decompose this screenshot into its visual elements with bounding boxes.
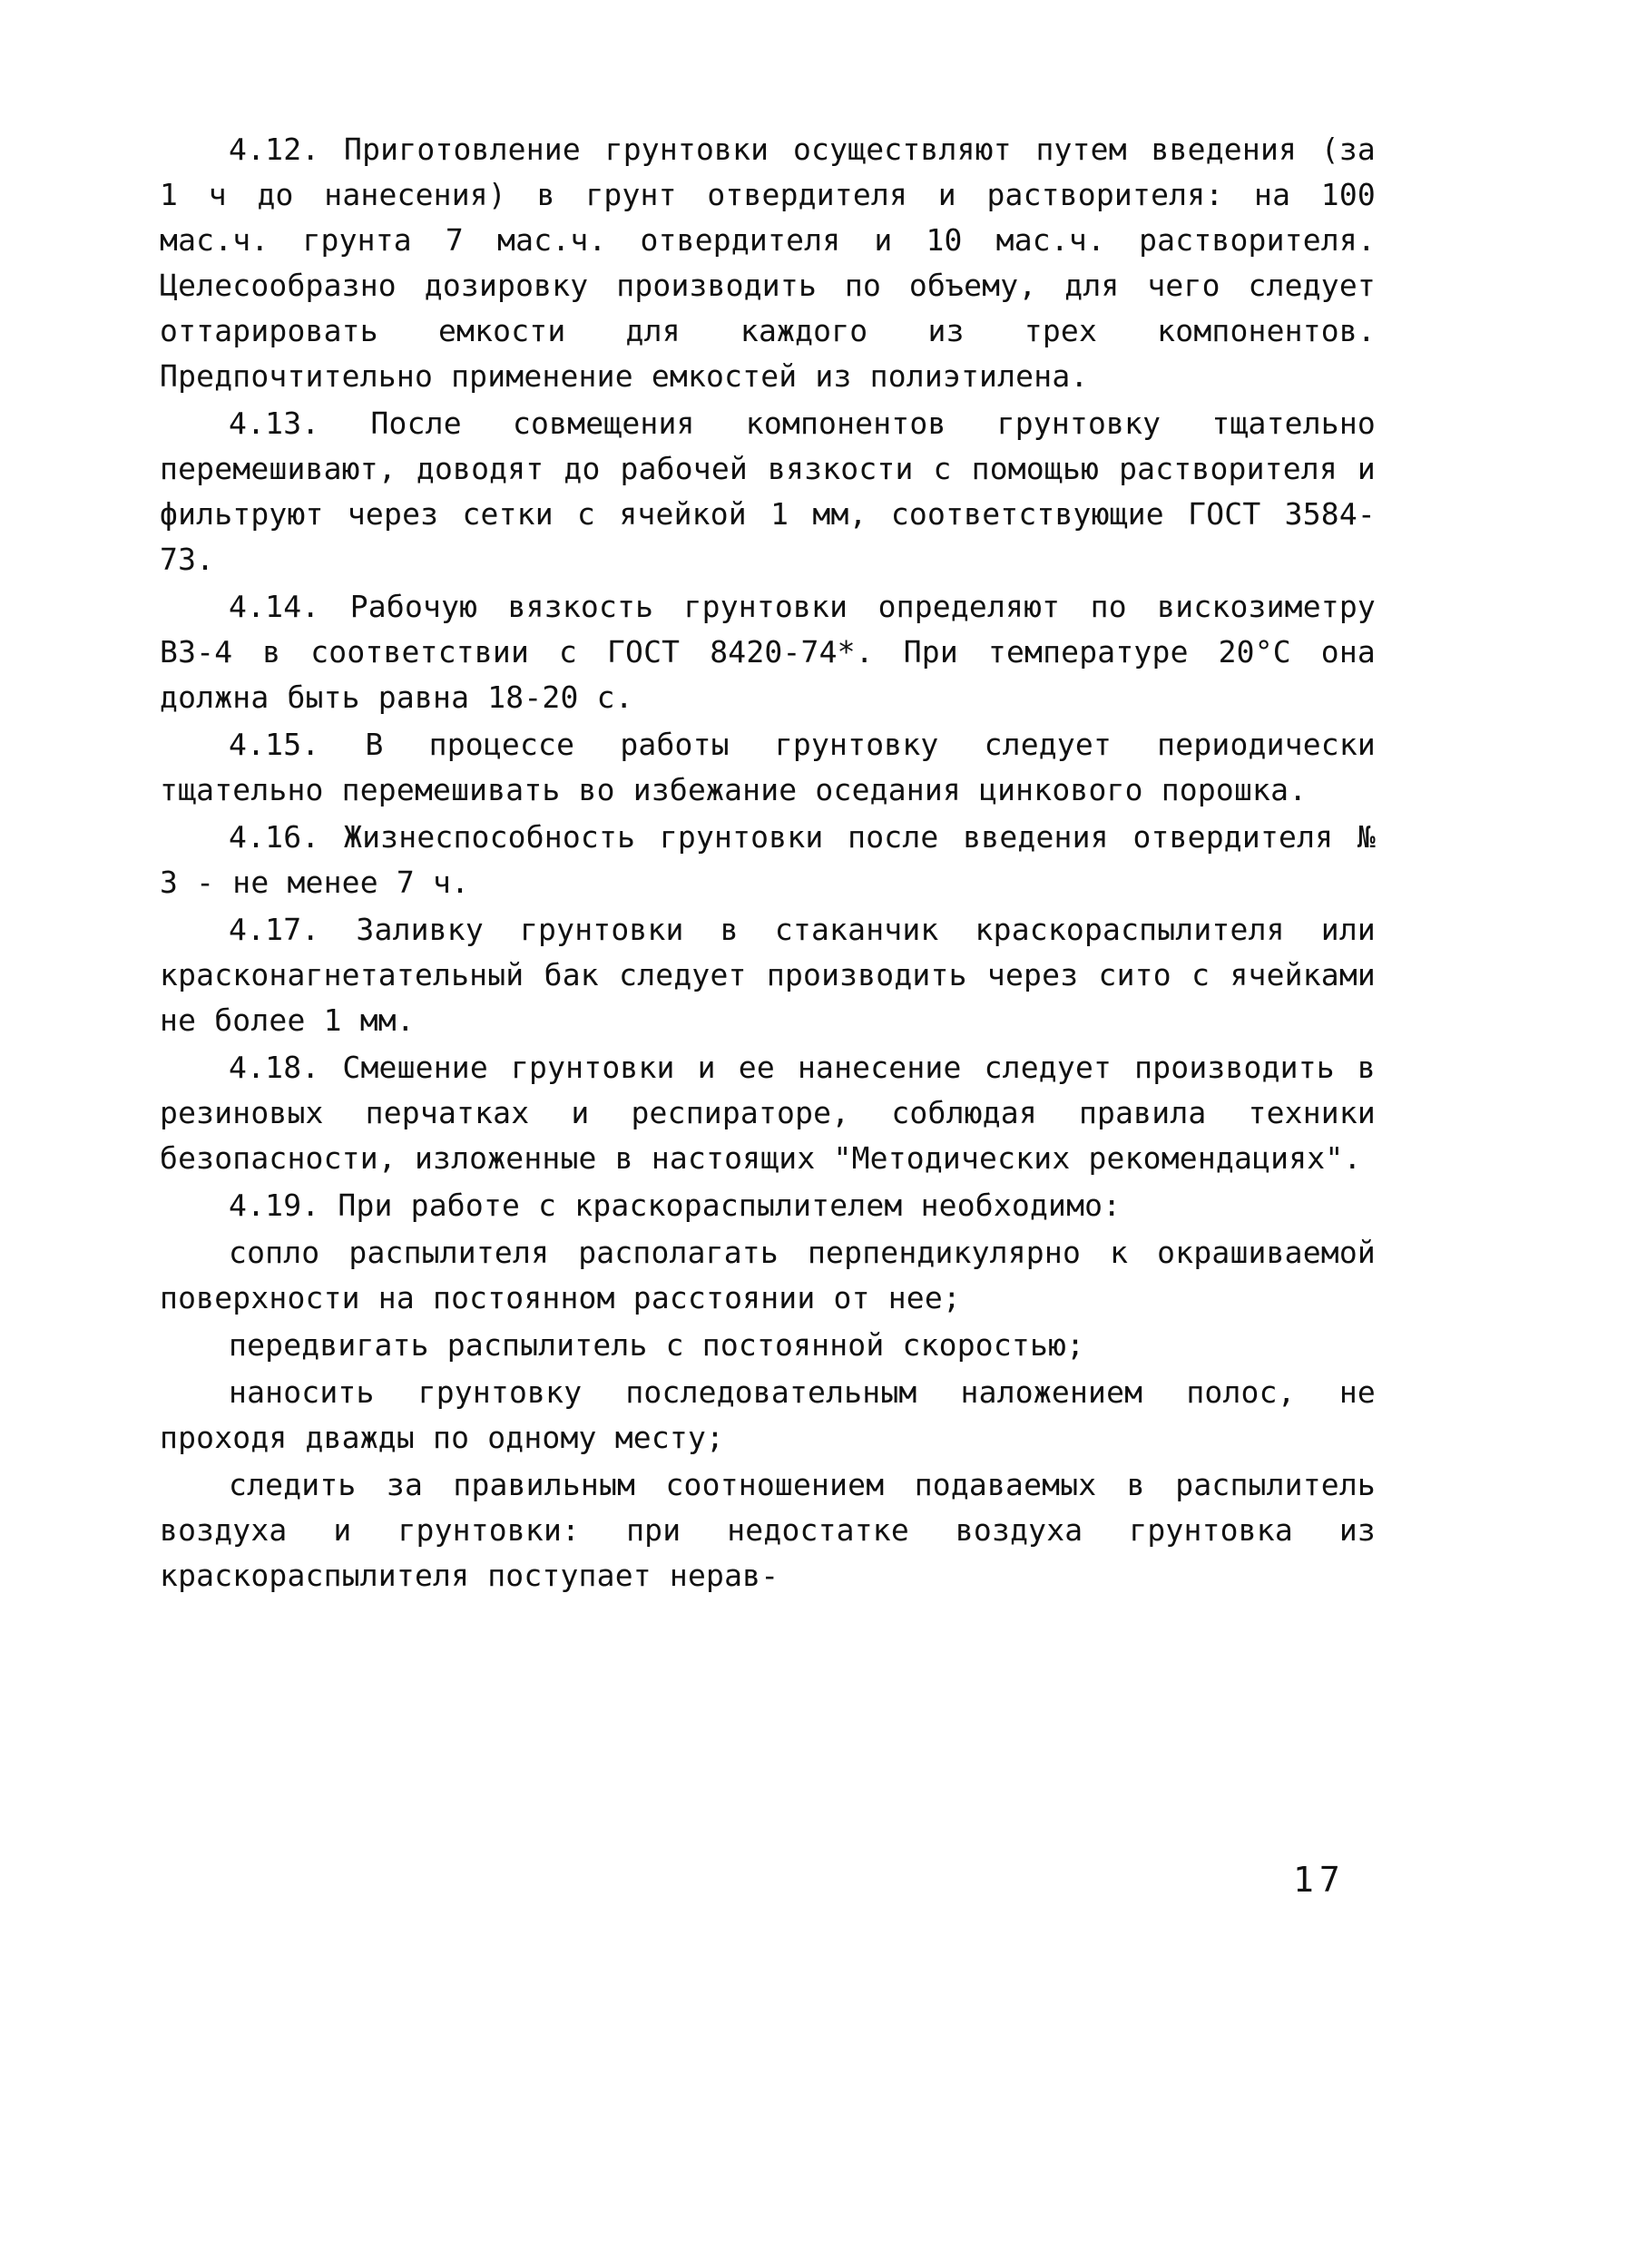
paragraph-4-17: 4.17. Заливку грунтовки в стаканчик краскораспылителя или красконагнетательный бак следует производить через сито с ячейками не более 1 мм. bbox=[160, 912, 1376, 1038]
paragraph-4-13: 4.13. После совмещения компонентов грунтовку тщательно перемешивают, доводят до рабочей вязкости с помощью растворителя и фильтруют через сетки с ячейкой 1 мм, соответствующие ГОСТ 3584-73. bbox=[160, 406, 1376, 577]
list-item-nozzle: сопло распылителя располагать перпендикулярно к окрашиваемой поверхности на постоянном расстоянии от нее; bbox=[160, 1235, 1376, 1315]
list-item-move: передвигать распылитель с постоянной скоростью; bbox=[229, 1327, 1085, 1363]
paragraph-4-16: 4.16. Жизнеспособность грунтовки после введения отвердителя № 3 - не менее 7 ч. bbox=[160, 819, 1376, 900]
paragraph-4-15: 4.15. В процессе работы грунтовку следует периодически тщательно перемешивать во избежание оседания цинкового порошка. bbox=[160, 727, 1376, 807]
list-item-ratio: следить за правильным соотношением подаваемых в распылитель воздуха и грунтовки: при недостатке воздуха грунтовка из краскораспылителя поступает нерав- bbox=[160, 1467, 1376, 1593]
paragraph-4-14: 4.14. Рабочую вязкость грунтовки определяют по вискозиметру ВЗ-4 в соответствии с ГОСТ 8420-74*. При температуре 20°С она должна быть равна 18-20 с. bbox=[160, 589, 1376, 715]
body-text bbox=[160, 127, 1376, 1600]
paragraph-4-12: 4.12. Приготовление грунтовки осуществляют путем введения (за 1 ч до нанесения) в грунт отвердителя и растворителя: на 100 мас.ч. грунта 7 мас.ч. отвердителя и 10 мас.ч. растворителя. Целесообразно дозировку производить по объему, для чего следует оттарировать емкости для каждого из трех компонентов. Предпочтительно применение емкостей из полиэтилена. bbox=[160, 132, 1376, 394]
paragraph-4-19: 4.19. При работе с краскораспылителем необходимо: bbox=[229, 1188, 1122, 1223]
paragraph-4-18: 4.18. Смешение грунтовки и ее нанесение следует производить в резиновых перчатках и респираторе, соблюдая правила техники безопасности, изложенные в настоящих "Методических рекомендациях". bbox=[160, 1050, 1376, 1176]
list-item-apply: наносить грунтовку последовательным наложением полос, не проходя дважды по одному месту; bbox=[160, 1374, 1376, 1455]
page-number: 17 bbox=[1293, 1860, 1346, 1900]
